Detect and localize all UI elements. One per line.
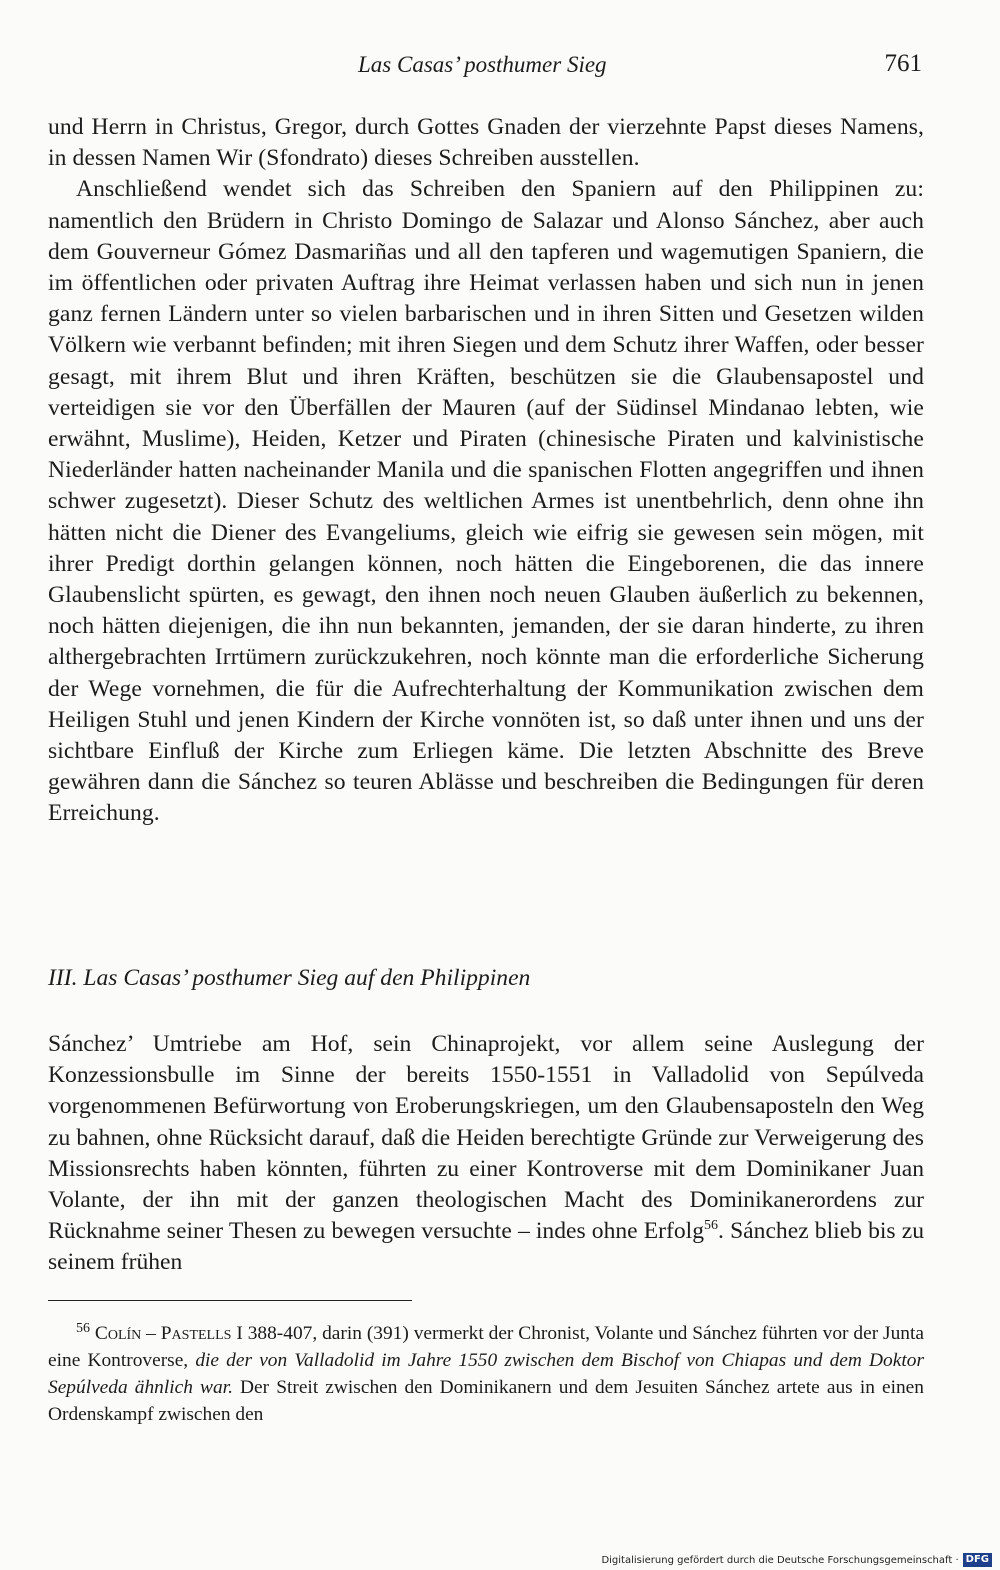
section-paragraph-text: Sánchez’ Umtriebe am Hof, sein Chinaprojekt, vor allem seine Auslegung der Konzessionsbulle im Sinne der bereits 1550-1551 in Valladolid von Sepúlveda vorgenommenen Befürwortung von Eroberungskriegen, um den Glaubensaposteln den Weg zu bahnen, ohne Rücksicht darauf, daß die Heiden berechtigte Gründe zur Verweigerung des Missionsrechts haben könnten, führten zu einer Kontroverse mit dem Dominikaner Juan Volante, der ihn mit der ganzen theologischen Macht des Dominikanerordens zur Rücknahme seiner Thesen zu bewegen versuchte – indes ohne Erfolg [48, 1031, 924, 1245]
credit-text: Digitalisierung gefördert durch die Deutsche Forschungsgemeinschaft · [601, 1554, 959, 1566]
footnote-authors: Colín – Pastells [94, 1323, 232, 1344]
footnote-quote: die der von Valladolid im Jahre 1550 zwischen dem Bischof von Chiapas und dem Doktor Sepúlveda ähnlich war. [48, 1350, 924, 1398]
footnote [48, 1320, 924, 1428]
section-paragraph-continuation: . Sánchez blieb bis zu seinem frühen [48, 1218, 924, 1276]
footnote-divider [48, 1300, 412, 1301]
footnote-reference[interactable]: 56 [704, 1218, 719, 1234]
footnote-ref-text: I 388-407, darin (391) vermerkt der Chronist, Volante und Sánchez führten vor der Junta eine Kontroverse, [48, 1323, 924, 1371]
dfg-logo-icon: DFG [963, 1553, 992, 1567]
page-number: 761 [884, 50, 922, 77]
footnote-rest: Der Streit zwischen den Dominikanern und dem Jesuiten Sánchez artete aus in einen Ordenskampf zwischen den [48, 1377, 924, 1425]
footnote-number: 56 [76, 1321, 90, 1336]
paragraph-2: Anschließend wendet sich das Schreiben den Spaniern auf den Philippinen zu: namentlich den Brüdern in Christo Domingo de Salazar und Alonso Sánchez, aber auch dem Gouverneur Gómez Dasmariñas und all den tapferen und wagemutigen Spaniern, die im öffentlichen oder privaten Auftrag ihre Heimat verlassen haben und sich nun in jenen ganz fernen Ländern unter so vielen barbarischen und in ihren Sitten und Gesetzen wilden Völkern wie verbannt befinden; mit ihren Siegen und dem Schutz ihrer Waffen, oder besser gesagt, mit ihrem Blut und ihren Kräften, beschützen sie die Glaubensapostel und verteidigen sie vor den Überfällen der Mauren (auf der Südinsel Mindanao lebten, wie erwähnt, Muslime), Heiden, Ketzer und Piraten (chinesische Piraten und kalvinistische Niederländer hatten nacheinander Manila und die spanischen Flotten angegriffen und ihnen schwer zugesetzt). Dieser Schutz des weltlichen Armes ist unentbehrlich, denn ohne ihn hätten nicht die Diener des Evangeliums, gleich wie eifrig sie gewesen sein mögen, mit ihrer Predigt dorthin gelangen können, noch hätten die Eingeborenen, die das innere Glaubenslicht spürten, es gewagt, den ihnen noch neuen Glauben äußerlich zu bekennen, noch hätten diejenigen, die ihn nun bekannten, jemanden, der sie daran hinderte, zu ihren althergebrachten Irrtümern zurückzukehren, noch könnte man die erforderliche Sicherung der Wege vornehmen, die für die Aufrechterhaltung der Kommunikation zwischen dem Heiligen Stuhl und jenen Kindern der Kirche vonnöten ist, so daß unter ihnen und uns der sichtbare Einfluß der Kirche zum Erliegen käme. Die letzten Abschnitte des Breve gewähren dann die Sánchez so teuren Ablässe und beschreiben die Bedingungen für deren Erreichung. [48, 176, 924, 827]
section-paragraph [48, 1029, 924, 1279]
section-body [48, 1029, 924, 1279]
section-heading: III. Las Casas’ posthumer Sieg auf den Philippinen [48, 965, 531, 991]
body-text [48, 112, 924, 830]
paragraph-1: und Herrn in Christus, Gregor, durch Gottes Gnaden der vierzehnte Papst dieses Namens, in dessen Namen Wir (Sfondrato) dieses Schreiben ausstellen. [48, 114, 924, 172]
running-head [48, 50, 922, 84]
running-head-title: Las Casas’ posthumer Sieg [358, 52, 607, 77]
digitization-credit [601, 1552, 992, 1568]
